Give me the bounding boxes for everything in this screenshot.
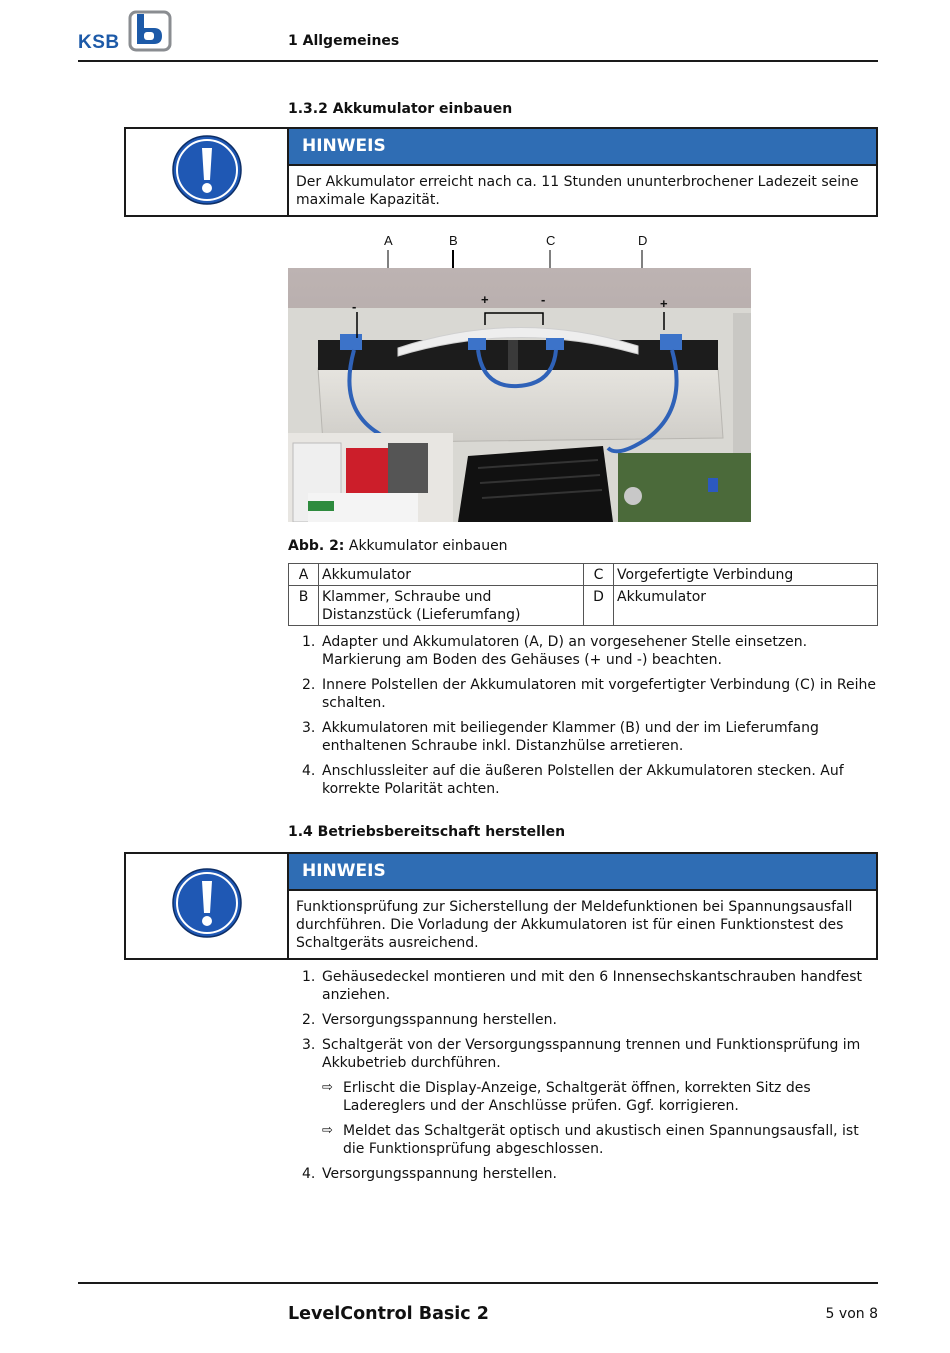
polarity-minus-center: - bbox=[541, 292, 546, 307]
list-item bbox=[300, 762, 878, 798]
list-item bbox=[300, 1165, 878, 1183]
result-item bbox=[300, 1122, 878, 1158]
list-item bbox=[300, 676, 878, 712]
step-text: Innere Polstellen der Akkumulatoren mit vorgefertigter Verbindung (C) in Reihe schalten. bbox=[322, 677, 876, 711]
product-name: LevelControl Basic 2 bbox=[288, 1304, 489, 1324]
footer-rule bbox=[78, 1282, 878, 1284]
polarity-plus-center: + bbox=[481, 292, 489, 307]
list-item bbox=[300, 1036, 878, 1072]
notice-text: Der Akkumulator erreicht nach ca. 11 Stunden ununterbrochener Ladezeit seine maximale Kapazität. bbox=[296, 174, 859, 208]
step-number: 2. bbox=[302, 677, 316, 693]
result-text: Erlischt die Display-Anzeige, Schaltgerät öffnen, korrekten Sitz des Ladereglers und der Anschlüsse prüfen. Ggf. korrigieren. bbox=[343, 1080, 811, 1114]
notice-icon-cell bbox=[126, 854, 289, 958]
caption-label: Abb. 2: bbox=[288, 538, 345, 554]
step-text: Adapter und Akkumulatoren (A, D) an vorgesehener Stelle einsetzen. Markierung am Boden des Gehäuses (+ und -) beachten. bbox=[322, 634, 808, 668]
section-heading-1-3-2: 1.3.2 Akkumulator einbauen bbox=[288, 101, 513, 117]
exclamation-warning-icon bbox=[171, 867, 243, 939]
legend-key: D bbox=[584, 586, 614, 626]
legend-key: A bbox=[289, 564, 319, 586]
chapter-title: 1 Allgemeines bbox=[288, 33, 400, 49]
result-arrow-icon: ⇨ bbox=[322, 1080, 333, 1095]
list-item bbox=[300, 633, 878, 669]
polarity-minus-left: - bbox=[352, 299, 357, 314]
table-row bbox=[289, 586, 878, 626]
legend-value: Akkumulator bbox=[319, 564, 584, 586]
list-item bbox=[300, 1011, 878, 1029]
result-text: Meldet das Schaltgerät optisch und akustisch einen Spannungsausfall, ist die Funktionsprüfung abgeschlossen. bbox=[343, 1123, 859, 1157]
step-number: 1. bbox=[302, 969, 316, 985]
step-number: 2. bbox=[302, 1012, 316, 1028]
legend-value: Akkumulator bbox=[614, 586, 878, 626]
callout-a: A bbox=[384, 233, 393, 248]
step-number: 1. bbox=[302, 634, 316, 650]
polarity-indicator-lines bbox=[0, 0, 950, 560]
step-text: Versorgungsspannung herstellen. bbox=[322, 1012, 557, 1028]
callout-d: D bbox=[638, 233, 648, 248]
legend-value: Vorgefertigte Verbindung bbox=[614, 564, 878, 586]
logo-text: KSB bbox=[78, 32, 120, 53]
step-text: Gehäusedeckel montieren und mit den 6 Innensechskantschrauben handfest anziehen. bbox=[322, 969, 863, 1003]
result-item bbox=[300, 1079, 878, 1115]
list-item bbox=[300, 719, 878, 755]
caption-text: Akkumulator einbauen bbox=[348, 538, 508, 554]
install-steps-list bbox=[300, 633, 878, 805]
step-number: 3. bbox=[302, 1037, 316, 1053]
table-row bbox=[289, 564, 878, 586]
notice-text: Funktionsprüfung zur Sicherstellung der Meldefunktionen bei Spannungsausfall durchführen. Die Vorladung der Akkumulatoren ist für einen Funktionstest des Schaltgeräts ausreichend. bbox=[296, 899, 853, 951]
legend-key: C bbox=[584, 564, 614, 586]
notice-box-2 bbox=[124, 852, 878, 960]
notice-label: HINWEIS bbox=[289, 129, 876, 166]
step-number: 4. bbox=[302, 1166, 316, 1182]
section-heading-1-4: 1.4 Betriebsbereitschaft herstellen bbox=[288, 824, 566, 840]
step-text: Akkumulatoren mit beiliegender Klammer (B) und der im Lieferumfang enthaltenen Schraube inkl. Distanzhülse arretieren. bbox=[322, 720, 819, 754]
figure-caption bbox=[288, 538, 508, 554]
figure-legend-table bbox=[288, 563, 878, 626]
step-number: 4. bbox=[302, 763, 316, 779]
readiness-steps-list bbox=[300, 968, 878, 1190]
page-number: 5 von 8 bbox=[825, 1306, 878, 1322]
list-item bbox=[300, 968, 878, 1004]
step-text: Anschlussleiter auf die äußeren Polstellen der Akkumulatoren stecken. Auf korrekte Polarität achten. bbox=[322, 763, 844, 797]
result-arrow-icon: ⇨ bbox=[322, 1123, 333, 1138]
polarity-plus-right: + bbox=[660, 296, 668, 311]
callout-c: C bbox=[546, 233, 556, 248]
step-text: Versorgungsspannung herstellen. bbox=[322, 1166, 557, 1182]
step-number: 3. bbox=[302, 720, 316, 736]
legend-key: B bbox=[289, 586, 319, 626]
legend-value: Klammer, Schraube und Distanzstück (Lieferumfang) bbox=[319, 586, 584, 626]
callout-b: B bbox=[449, 233, 458, 248]
step-text: Schaltgerät von der Versorgungsspannung trennen und Funktionsprüfung im Akkubetrieb durchführen. bbox=[322, 1037, 861, 1071]
notice-label: HINWEIS bbox=[289, 854, 876, 891]
